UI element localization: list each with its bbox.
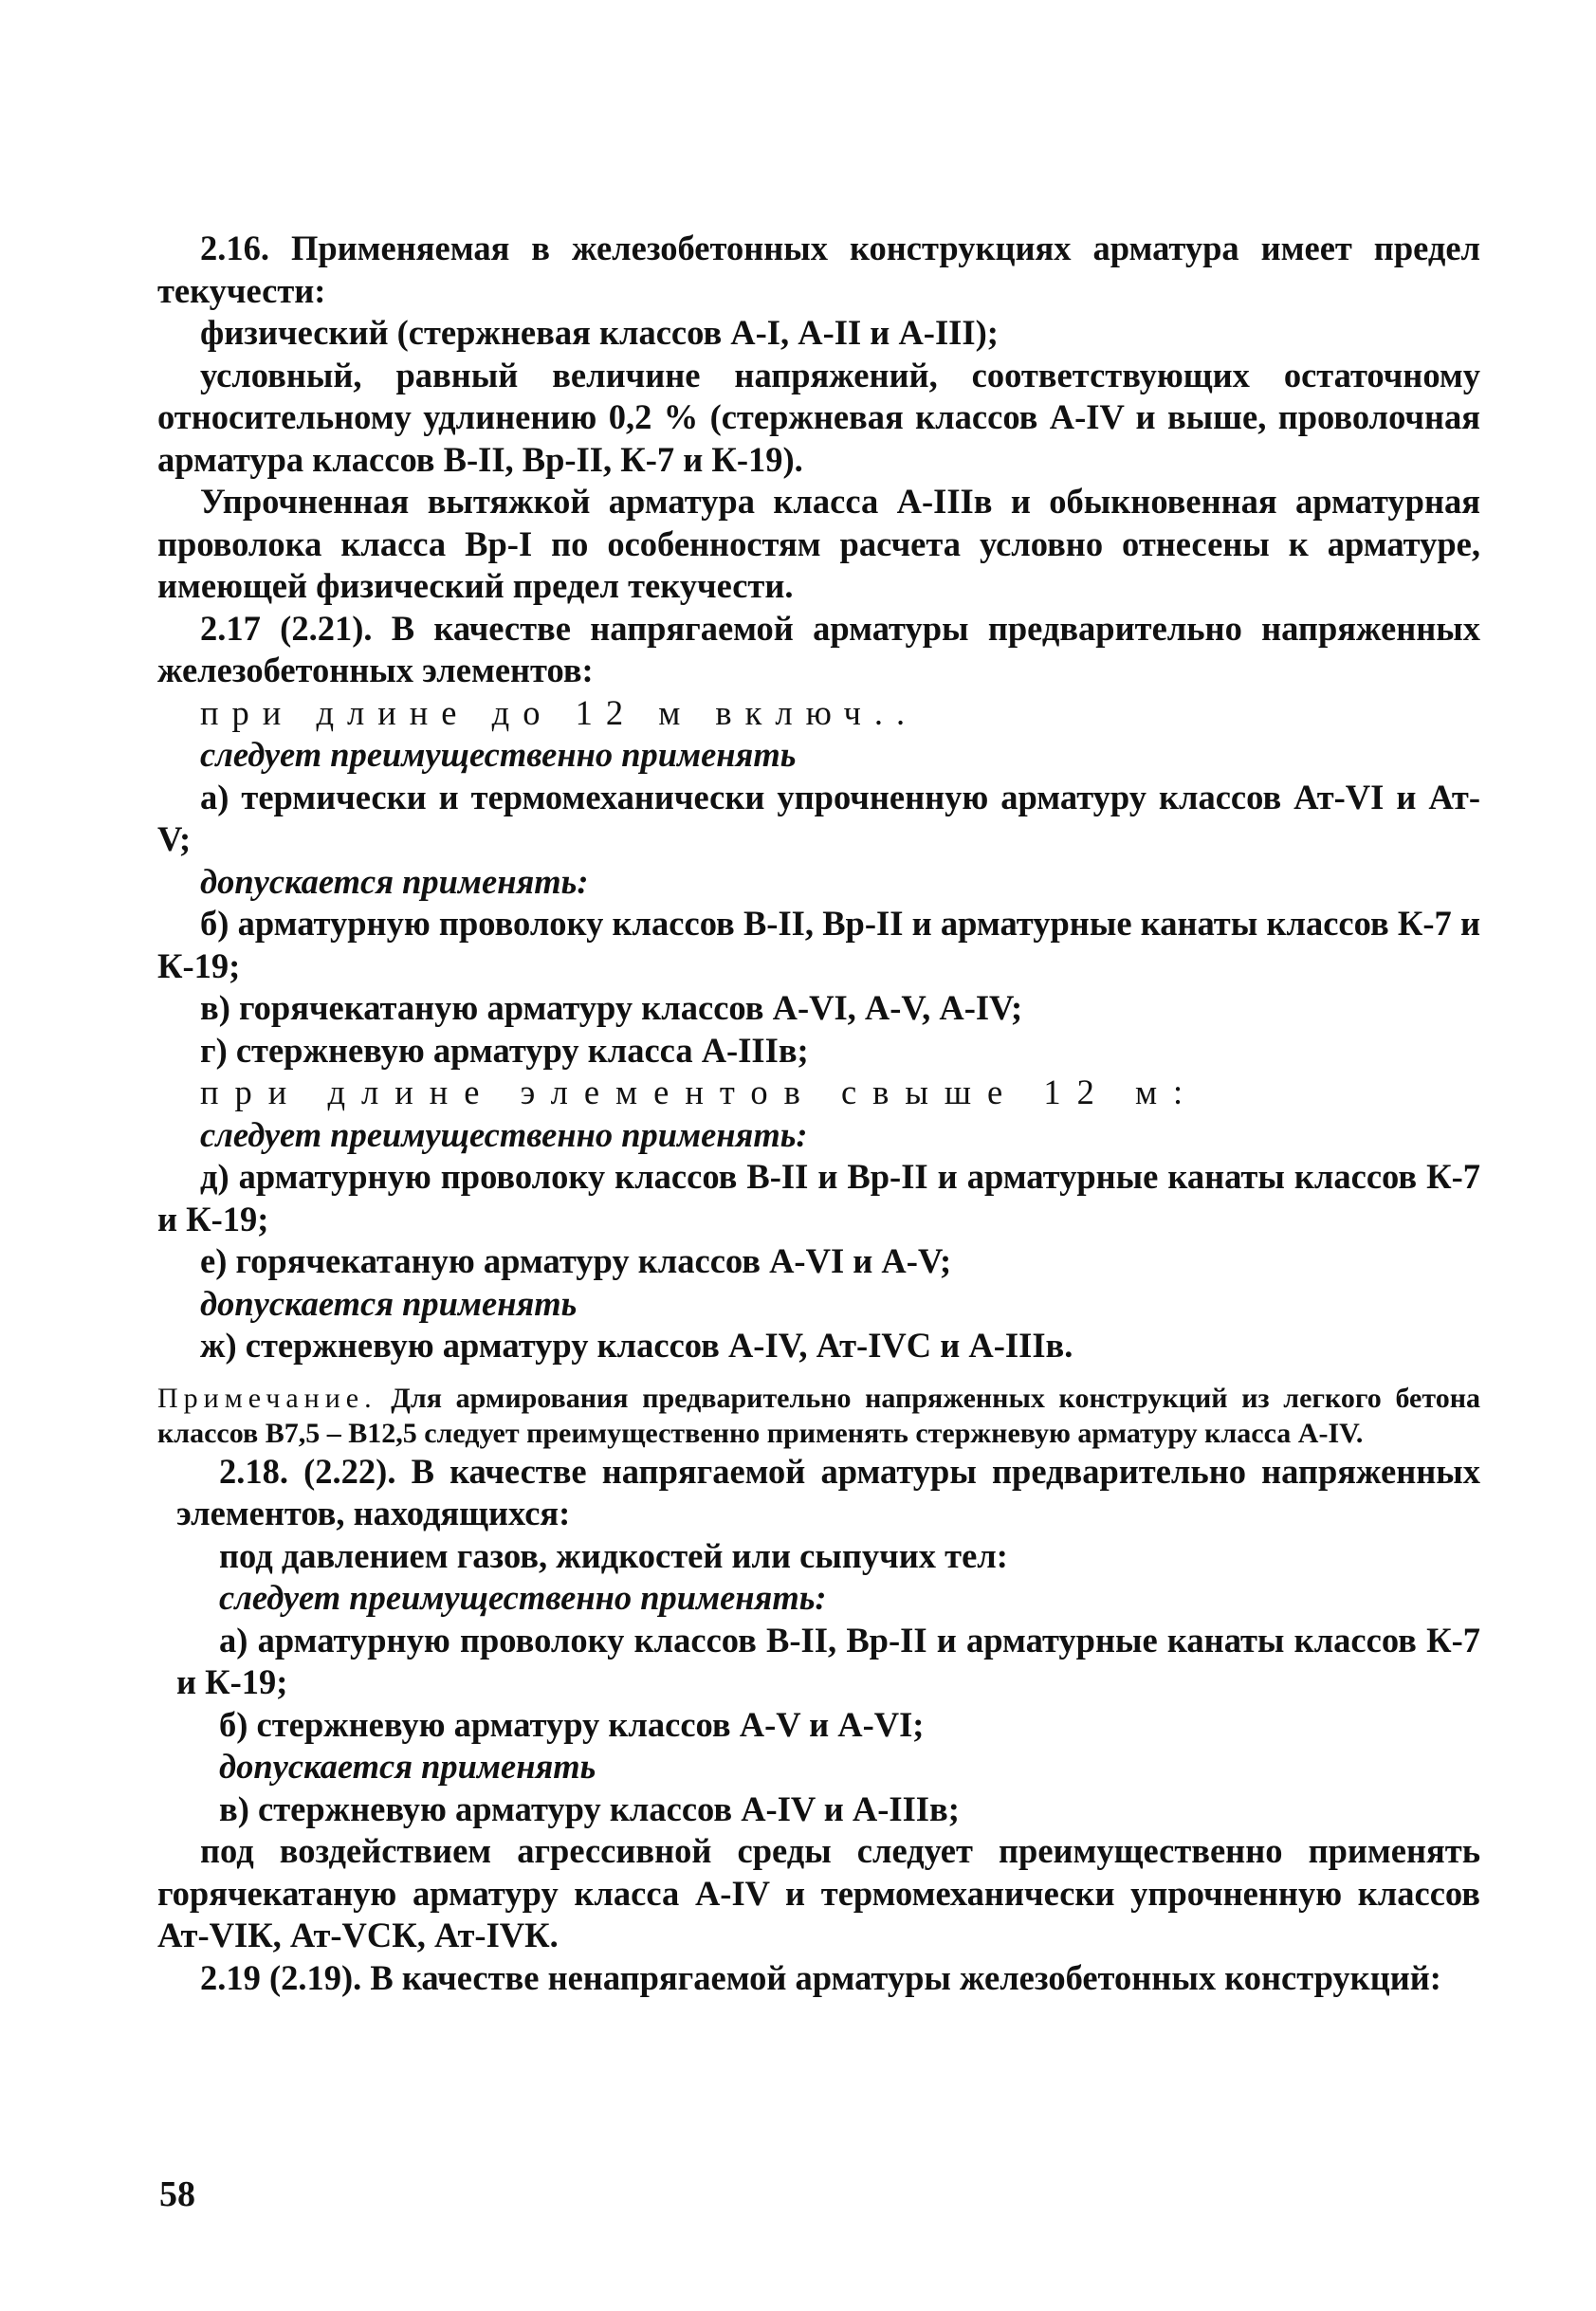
- paragraph-2-16-hardened: Упрочненная вытяжкой арматура класса А-IIIв и обыкновенная арматурная проволока класса Вр-I по особенностям расчета условно отнесены к арматуре, имеющей физический предел текучести.: [157, 482, 1480, 605]
- paragraph-2-18-pressure: под давлением газов, жидкостей или сыпучих тел:: [219, 1535, 1008, 1575]
- paragraph-2-16: 2.16. Применяемая в железобетонных конструкциях арматура имеет предел текучести:: [157, 229, 1480, 310]
- paragraph-2-18: 2.18. (2.22). В качестве напрягаемой арматуры предварительно напряженных элементов, находящихся:: [176, 1451, 1480, 1532]
- note: [157, 1381, 1480, 1451]
- section-2-18: [157, 1451, 1480, 1831]
- paragraph-2-17-item-a: а) термически и термомеханически упрочненную арматуру классов Ат-VI и Ат-V;: [157, 777, 1480, 858]
- paragraph-2-17-allowed-1: допускается применять:: [200, 861, 589, 901]
- paragraph-2-17-length-up-to-12: при длине до 12 м включ..: [200, 692, 919, 732]
- paragraph-2-16-conditional: условный, равный величине напряжений, соответствующих остаточному относительному удлинению 0,2 % (стержневая классов А-IV и выше, проволочная арматура классов В-II, Вр-II, К-7 и К-19).: [157, 355, 1480, 479]
- document-body: [157, 228, 1480, 1999]
- note-text: Для армирования предварительно напряженных конструкций из легкого бетона классов В7,5 – В12,5 следует преимущественно применять стержневую арматуру класса А-IV.: [157, 1382, 1481, 1449]
- paragraph-2-18-preferred: следует преимущественно применять:: [219, 1578, 827, 1617]
- page-number: 58: [159, 2174, 195, 2214]
- paragraph-2-17-preferred-2: следует преимущественно применять:: [200, 1114, 808, 1154]
- paragraph-2-17-item-zh: ж) стержневую арматуру классов А-IV, Ат-IVС и А-IIIв.: [200, 1326, 1073, 1365]
- paragraph-2-18-item-b: б) стержневую арматуру классов А-V и А-VI;: [219, 1704, 925, 1744]
- paragraph-2-17-item-e: е) горячекатаную арматуру классов А-VI и А-V;: [200, 1241, 952, 1280]
- paragraph-2-18-item-a: а) арматурную проволоку классов В-II, Вр-II и арматурные канаты классов К-7 и К-19;: [176, 1620, 1480, 1701]
- paragraph-2-17-item-g: г) стержневую арматуру класса А-IIIв;: [200, 1030, 809, 1070]
- paragraph-2-17-item-d: д) арматурную проволоку классов В-II и Вр-II и арматурные канаты классов К-7 и К-19;: [157, 1157, 1480, 1238]
- paragraph-2-17: 2.17 (2.21). В качестве напрягаемой арматуры предварительно напряженных железобетонных элементов:: [157, 608, 1480, 689]
- note-label: Примечание.: [157, 1382, 377, 1414]
- paragraph-2-18-aggressive: под воздействием агрессивной среды следует преимущественно применять горячекатаную арматуру класса А-IV и термомеханически упрочненную классов Ат-VIК, Ат-VСК, Ат-IVК.: [157, 1831, 1480, 1954]
- paragraph-2-18-allowed: допускается применять: [219, 1747, 596, 1786]
- paragraph-2-17-item-b: б) арматурную проволоку классов В-II, Вр-II и арматурные канаты классов К-7 и К-19;: [157, 904, 1480, 985]
- paragraph-2-17-preferred-1: следует преимущественно применять: [200, 735, 797, 774]
- paragraph-2-17-item-v: в) горячекатаную арматуру классов А-VI, А-V, А-IV;: [200, 988, 1023, 1027]
- paragraph-2-19: 2.19 (2.19). В качестве ненапрягаемой арматуры железобетонных конструкций:: [200, 1957, 1441, 1997]
- paragraph-2-17-length-over-12: при длине элементов свыше 12 м:: [200, 1073, 1200, 1111]
- paragraph-2-16-physical: физический (стержневая классов А-I, А-II и А-III);: [200, 313, 999, 352]
- paragraph-2-18-item-v: в) стержневую арматуру классов А-IV и А-IIIв;: [219, 1788, 960, 1828]
- paragraph-2-17-allowed-2: допускается применять: [200, 1283, 578, 1323]
